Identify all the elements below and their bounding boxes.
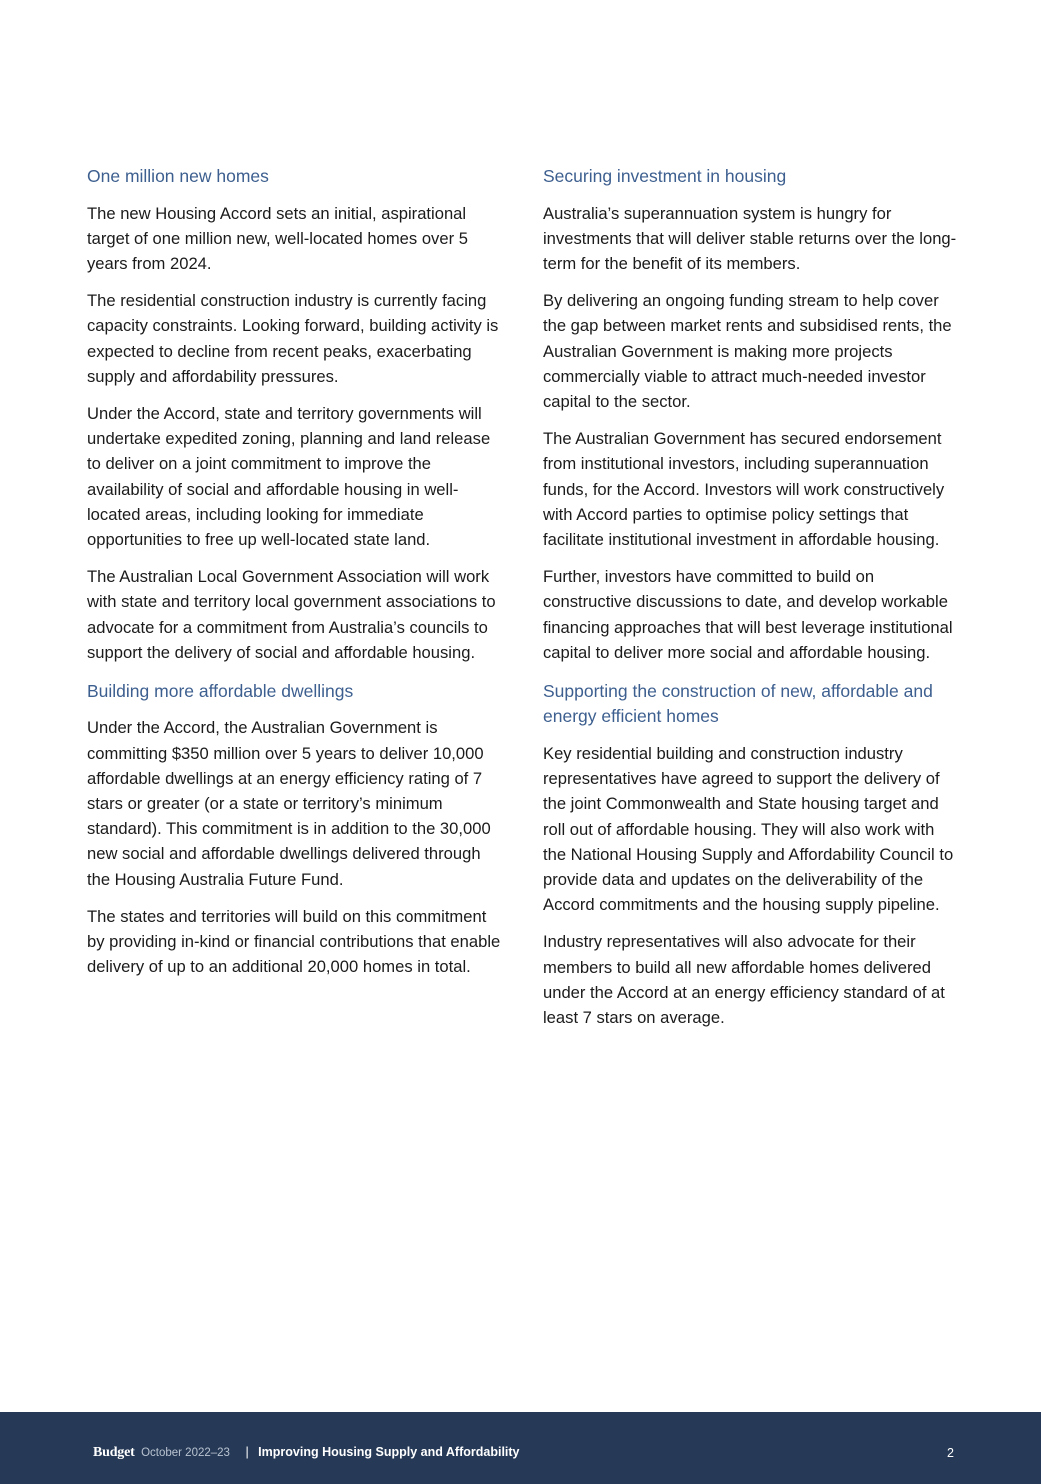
paragraph: Key residential building and construction industry representatives have agreed to support the delivery of the joint Commonwealth and State housing target and roll out of affordable housing. They will also work with the National Housing Supply and Affordability Council to provide data and updates on the deliverability of the Accord commitments and the housing supply pipeline.: [543, 743, 954, 915]
paragraph: Under the Accord, state and territory governments will undertake expedited zoning, planning and land release to deliver on a joint commitment to improve the availability of social and affordable housing in well-located areas, including looking for immediate opportunities to free up well-located state land.: [87, 403, 491, 549]
section-supporting-construction: [543, 679, 957, 1030]
page-footer: [0, 1412, 1041, 1484]
footer-info: [93, 1443, 520, 1462]
section-heading: Building more affordable dwellings: [87, 680, 354, 701]
paragraph: The states and territories will build on this commitment by providing in-kind or financial contributions that enable delivery of up to an additional 20,000 homes in total.: [87, 906, 501, 977]
paragraph: The new Housing Accord sets an initial, aspirational target of one million new, well-located homes over 5 years from 2024.: [87, 203, 468, 273]
page-number: 2: [947, 1446, 954, 1460]
paragraph: The residential construction industry is currently facing capacity constraints. Looking forward, building activity is expected to decline from recent peaks, exacerbating supply and affordability pressures.: [87, 291, 499, 386]
document-title: Improving Housing Supply and Affordability: [258, 1445, 520, 1459]
section-one-million-new-homes: [87, 164, 501, 665]
paragraph: Industry representatives will also advocate for their members to build all new affordable homes delivered under the Accord at an energy efficiency standard of at least 7 stars on average.: [543, 932, 945, 1027]
paragraph: The Australian Local Government Association will work with state and territory local government associations to advocate for a commitment from Australia’s councils to support the delivery of social and affordable housing.: [87, 567, 496, 662]
paragraph: The Australian Government has secured endorsement from institutional investors, including superannuation funds, for the Accord. Investors will work constructively with Accord parties to optimise policy settings that facilitate institutional investment in affordable housing.: [543, 429, 945, 549]
budget-edition: October 2022–23: [141, 1447, 230, 1459]
page-body: [87, 164, 957, 1042]
footer-separator: |: [245, 1445, 249, 1459]
left-column: [87, 164, 501, 1042]
budget-brand: Budget: [93, 1445, 135, 1460]
paragraph: By delivering an ongoing funding stream to help cover the gap between market rents and subsidised rents, the Australian Government is making more projects commercially viable to attract much-needed investor capital to the sector.: [543, 291, 952, 411]
section-heading: One million new homes: [87, 166, 269, 186]
right-column: [543, 164, 957, 1042]
section-building-more-affordable-dwellings: [87, 679, 501, 980]
section-heading: Supporting the construction of new, affordable and energy efficient homes: [543, 680, 933, 727]
paragraph: Australia’s superannuation system is hungry for investments that will deliver stable returns over the long-term for the benefit of its members.: [543, 203, 957, 273]
paragraph: Further, investors have committed to build on constructive discussions to date, and develop workable financing approaches that will best leverage institutional capital to deliver more social and affordable housing.: [543, 567, 953, 662]
section-securing-investment-in-housing: [543, 164, 957, 665]
paragraph: Under the Accord, the Australian Government is committing $350 million over 5 years to deliver 10,000 affordable dwellings at an energy efficiency rating of 7 stars or greater (or a state or territory’s minimum standard). This commitment is in addition to the 30,000 new social and affordable dwellings delivered through the Housing Australia Future Fund.: [87, 718, 491, 889]
section-heading: Securing investment in housing: [543, 166, 787, 186]
